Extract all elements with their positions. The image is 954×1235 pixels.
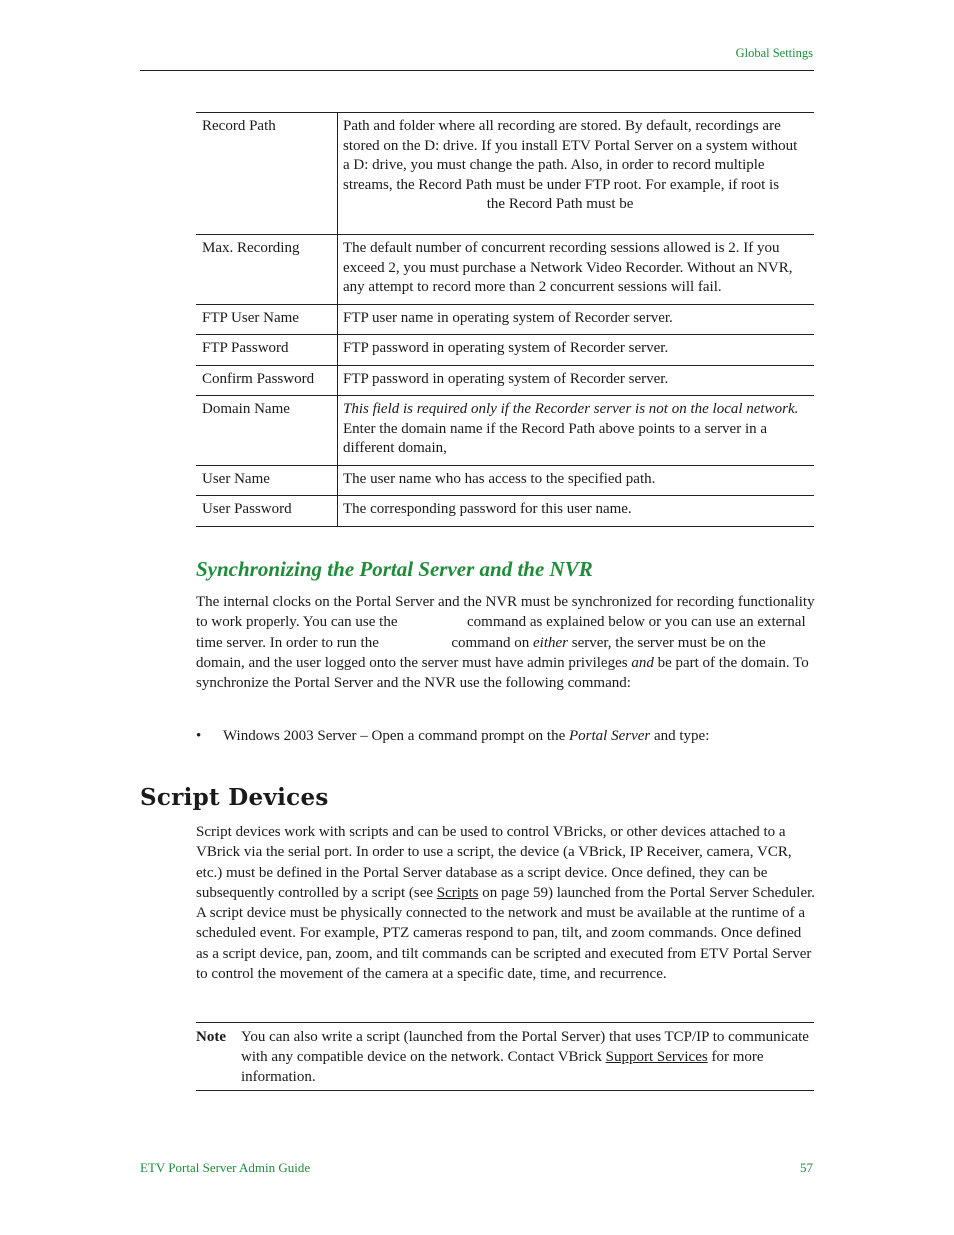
desc-text: Enter the domain name if the Record Path above points to a server in a different domain, (343, 420, 768, 456)
field-description: FTP password in operating system of Recorder server. (338, 365, 815, 396)
table-row (196, 335, 814, 366)
desc-text: the Record Path must be (486, 196, 634, 212)
settings-table (196, 112, 814, 527)
field-name: Record Path (196, 113, 338, 235)
field-description (338, 113, 815, 235)
field-name: FTP User Name (196, 304, 338, 335)
note-text-a: You can also write a script (launched from the Portal Server) that uses TCP/IP to communicate with any compatible device on the network. Contact VBrick (241, 1029, 809, 1065)
table-row (196, 365, 814, 396)
field-description: The default number of concurrent recording sessions allowed is 2. If you exceed 2, you must purchase a Network Video Recorder. Without an NVR, any attempt to record more than 2 concurrent sessions will fail. (338, 235, 815, 305)
script-devices-heading: Script Devices (140, 784, 329, 811)
table-row (196, 496, 814, 527)
sync-heading: Synchronizing the Portal Server and the NVR (196, 557, 593, 581)
para-text: command on (451, 634, 530, 651)
para-text: command as explained below or you can use an external time server. In order to run the (196, 614, 806, 651)
para-text: Script devices work with scripts and can be used to control VBricks, or other devices attached to a VBrick via the serial port. In order to use a script, the device (a VBrick, IP Receiver, camera, VCR, etc.) must be defined in the Portal Server database as a script device. Once defined, they can be subsequently controlled by a script (see (196, 824, 792, 901)
field-name: Confirm Password (196, 365, 338, 396)
script-paragraph (196, 822, 816, 984)
table-row (196, 465, 814, 496)
para-text: be part of the domain. To synchronize the Portal Server and the NVR use the following command: (196, 654, 809, 692)
field-name: User Password (196, 496, 338, 527)
desc-italic: This field is required only if the Recorder server is not on the local network. (343, 401, 799, 417)
field-description: The user name who has access to the specified path. (338, 465, 815, 496)
field-name: FTP Password (196, 335, 338, 366)
field-name: Max. Recording (196, 235, 338, 305)
note-box (196, 1022, 814, 1091)
para-italic: and (631, 654, 654, 671)
field-description: The corresponding password for this user name. (338, 496, 815, 527)
footer-title: ETV Portal Server Admin Guide (140, 1160, 311, 1175)
field-name: Domain Name (196, 396, 338, 466)
note-label: Note (196, 1029, 226, 1045)
running-head: Global Settings (735, 46, 813, 60)
support-services-link[interactable]: Support Services (605, 1049, 708, 1065)
bullet-text-b: and type: (653, 728, 710, 744)
table-row (196, 113, 814, 235)
table-row (196, 304, 814, 335)
field-description: FTP password in operating system of Recorder server. (338, 335, 815, 366)
note-text (241, 1027, 811, 1087)
desc-text: Path and folder where all recording are stored. By default, recordings are stored on the D: drive. If you install ETV Portal Server on a system without a D: drive, you must change the path. Also, in order to record multiple streams, the Record Path must be under FTP root. For example, if root is (343, 118, 798, 193)
bullet-dot: • (196, 728, 202, 744)
page-number: 57 (800, 1160, 813, 1175)
table-row (196, 396, 814, 466)
field-description (338, 396, 815, 466)
field-description: FTP user name in operating system of Recorder server. (338, 304, 815, 335)
bullet-italic: Portal Server (569, 728, 651, 744)
bullet-text (223, 728, 709, 745)
field-name: User Name (196, 465, 338, 496)
table-row (196, 235, 814, 305)
para-text: server, the server must be on the domain, and the user logged onto the server must have admin privileges (196, 634, 766, 671)
para-italic: either (533, 634, 569, 651)
para-text: The internal clocks on the Portal Server and the NVR must be synchronized for recording functionality to work properly. You can use the (196, 594, 815, 631)
note-text-b: for more information. (241, 1049, 764, 1085)
sync-paragraph (196, 592, 816, 693)
header-rule (140, 70, 814, 71)
para-text: on page 59) launched from the Portal Server Scheduler. A script device must be physically connected to the network and must be available at the runtime of a scheduled event. For example, PTZ cameras respond to pan, tilt, and zoom commands. Once defined as a script device, pan, zoom, and tilt commands can be scripted and executed from ETV Portal Server to control the movement of the camera at a specific date, time, and recurrence. (196, 884, 816, 983)
scripts-link[interactable]: Scripts (436, 884, 479, 901)
bullet-text-a: Windows 2003 Server – Open a command prompt on the (223, 728, 566, 744)
